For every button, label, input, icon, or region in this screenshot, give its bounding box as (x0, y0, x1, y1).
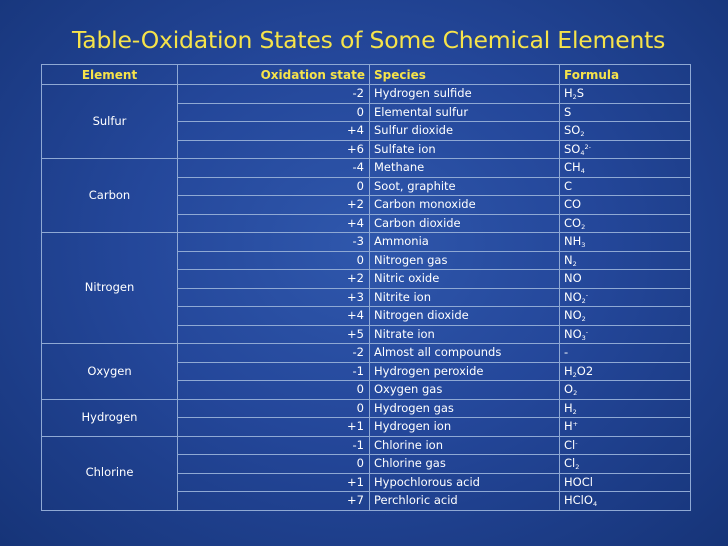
formula-cell (560, 233, 691, 252)
formula-text: H (564, 400, 573, 415)
oxidation-state-cell: 0 (178, 399, 370, 418)
formula-subscript: 4 (580, 167, 585, 175)
page-title: Table-Oxidation States of Some Chemical Elements (72, 26, 666, 54)
species-cell: Nitric oxide (370, 270, 560, 289)
formula-text: NO (564, 271, 582, 285)
formula-cell (560, 140, 691, 159)
oxidation-state-cell: +2 (178, 196, 370, 215)
oxidation-state-cell: -2 (178, 344, 370, 363)
formula-text: SO (564, 141, 581, 156)
oxidation-state-cell: +1 (178, 473, 370, 492)
formula-text: O2 (576, 363, 594, 378)
species-cell: Carbon dioxide (370, 214, 560, 233)
oxidation-state-cell: +3 (178, 288, 370, 307)
formula-superscript: + (572, 420, 579, 428)
species-cell: Soot, graphite (370, 177, 560, 196)
header-element: Element (42, 65, 178, 85)
oxidation-state-cell: +4 (178, 122, 370, 141)
formula-superscript: - (575, 438, 578, 447)
formula-text: S (564, 104, 572, 119)
oxidation-state-cell: +6 (178, 140, 370, 159)
formula-cell (560, 122, 691, 141)
oxidation-state-cell: -3 (178, 233, 370, 252)
formula-subscript: 2 (581, 315, 586, 323)
formula-text: NO (564, 289, 582, 304)
formula-subscript: 4 (580, 148, 585, 157)
formula-cell (560, 399, 691, 418)
species-cell: Sulfur dioxide (370, 122, 560, 141)
table-row (42, 399, 691, 418)
species-cell: Chlorine gas (370, 455, 560, 474)
species-cell: Almost all compounds (370, 344, 560, 363)
species-cell: Ammonia (370, 233, 560, 252)
formula-cell (560, 196, 691, 215)
table-row (42, 159, 691, 178)
formula-text: H (564, 86, 573, 100)
species-cell: Nitrate ion (370, 325, 560, 344)
formula-cell (560, 85, 691, 104)
oxidation-states-table (41, 64, 691, 511)
formula-text: CO (564, 197, 582, 211)
formula-subscript: 2 (573, 389, 578, 397)
oxidation-state-cell: 0 (178, 455, 370, 474)
species-cell: Hydrogen gas (370, 399, 560, 418)
formula-subscript: 2 (572, 407, 577, 416)
formula-text: NH (564, 234, 582, 248)
species-cell: Nitrogen dioxide (370, 307, 560, 326)
species-cell: Hypochlorous acid (370, 473, 560, 492)
formula-cell (560, 418, 691, 437)
formula-cell (560, 436, 691, 455)
formula-cell (560, 214, 691, 233)
element-cell: Nitrogen (42, 233, 178, 344)
formula-subscript: 2 (572, 370, 577, 379)
header-oxidation-state: Oxidation state (178, 65, 370, 85)
formula-text: HClO (564, 493, 593, 507)
oxidation-state-cell: +5 (178, 325, 370, 344)
species-cell: Hydrogen peroxide (370, 362, 560, 381)
species-cell: Nitrogen gas (370, 251, 560, 270)
species-cell: Nitrite ion (370, 288, 560, 307)
oxidation-state-cell: +4 (178, 214, 370, 233)
formula-text: HOCl (564, 474, 593, 489)
formula-subscript: 3 (581, 241, 586, 249)
formula-text: CH (564, 160, 581, 174)
formula-text: CO (564, 215, 582, 230)
formula-subscript: 2 (580, 130, 585, 138)
formula-cell (560, 344, 691, 363)
element-cell: Chlorine (42, 436, 178, 510)
oxidation-state-cell: -1 (178, 436, 370, 455)
formula-text: Cl (564, 437, 576, 452)
oxidation-state-cell: 0 (178, 251, 370, 270)
element-cell: Sulfur (42, 85, 178, 159)
formula-subscript: 2 (575, 463, 580, 471)
table-row (42, 85, 691, 104)
table-header-row (42, 65, 691, 85)
formula-text: SO (564, 123, 581, 137)
formula-cell (560, 103, 691, 122)
formula-superscript: - (585, 327, 589, 336)
table-row (42, 233, 691, 252)
oxidation-state-cell: 0 (178, 103, 370, 122)
oxidation-state-cell: -4 (178, 159, 370, 178)
formula-text: H (564, 363, 573, 378)
formula-cell (560, 492, 691, 511)
formula-cell (560, 307, 691, 326)
species-cell: Sulfate ion (370, 140, 560, 159)
table-row (42, 436, 691, 455)
formula-text: N (564, 252, 573, 267)
formula-cell (560, 473, 691, 492)
formula-cell (560, 270, 691, 289)
oxidation-state-cell: -2 (178, 85, 370, 104)
formula-cell (560, 288, 691, 307)
species-cell: Hydrogen ion (370, 418, 560, 437)
formula-text: NO (564, 326, 582, 341)
species-cell: Oxygen gas (370, 381, 560, 400)
oxidation-state-cell: +4 (178, 307, 370, 326)
header-species: Species (370, 65, 560, 85)
formula-subscript: 3 (581, 333, 586, 342)
formula-cell (560, 325, 691, 344)
species-cell: Elemental sulfur (370, 103, 560, 122)
header-formula: Formula (560, 65, 691, 85)
oxidation-state-cell: +7 (178, 492, 370, 511)
formula-text: C (564, 178, 573, 193)
table-body (42, 85, 691, 511)
oxidation-state-cell: 0 (178, 177, 370, 196)
formula-subscript: 4 (592, 500, 598, 508)
formula-cell (560, 455, 691, 474)
formula-cell (560, 159, 691, 178)
species-cell: Chlorine ion (370, 436, 560, 455)
formula-cell (560, 381, 691, 400)
formula-text: Cl (564, 456, 576, 470)
formula-text: S (576, 86, 585, 100)
formula-subscript: 2 (572, 259, 577, 268)
formula-subscript: 2 (581, 296, 586, 305)
oxidation-state-cell: +1 (178, 418, 370, 437)
formula-text: NO (564, 308, 582, 322)
formula-text: - (564, 345, 569, 359)
species-cell: Hydrogen sulfide (370, 85, 560, 104)
table-row (42, 344, 691, 363)
formula-cell (560, 362, 691, 381)
formula-cell (560, 177, 691, 196)
element-cell: Carbon (42, 159, 178, 233)
species-cell: Carbon monoxide (370, 196, 560, 215)
element-cell: Oxygen (42, 344, 178, 400)
element-cell: Hydrogen (42, 399, 178, 436)
oxidation-state-cell: 0 (178, 381, 370, 400)
species-cell: Perchloric acid (370, 492, 560, 511)
formula-text: O (564, 382, 574, 396)
formula-superscript: 2- (584, 142, 591, 151)
oxidation-state-cell: -1 (178, 362, 370, 381)
oxidation-state-cell: +2 (178, 270, 370, 289)
formula-subscript: 2 (581, 222, 586, 231)
formula-cell (560, 251, 691, 270)
formula-subscript: 2 (572, 93, 577, 101)
formula-superscript: - (585, 290, 589, 299)
species-cell: Methane (370, 159, 560, 178)
formula-text: H (564, 419, 573, 433)
